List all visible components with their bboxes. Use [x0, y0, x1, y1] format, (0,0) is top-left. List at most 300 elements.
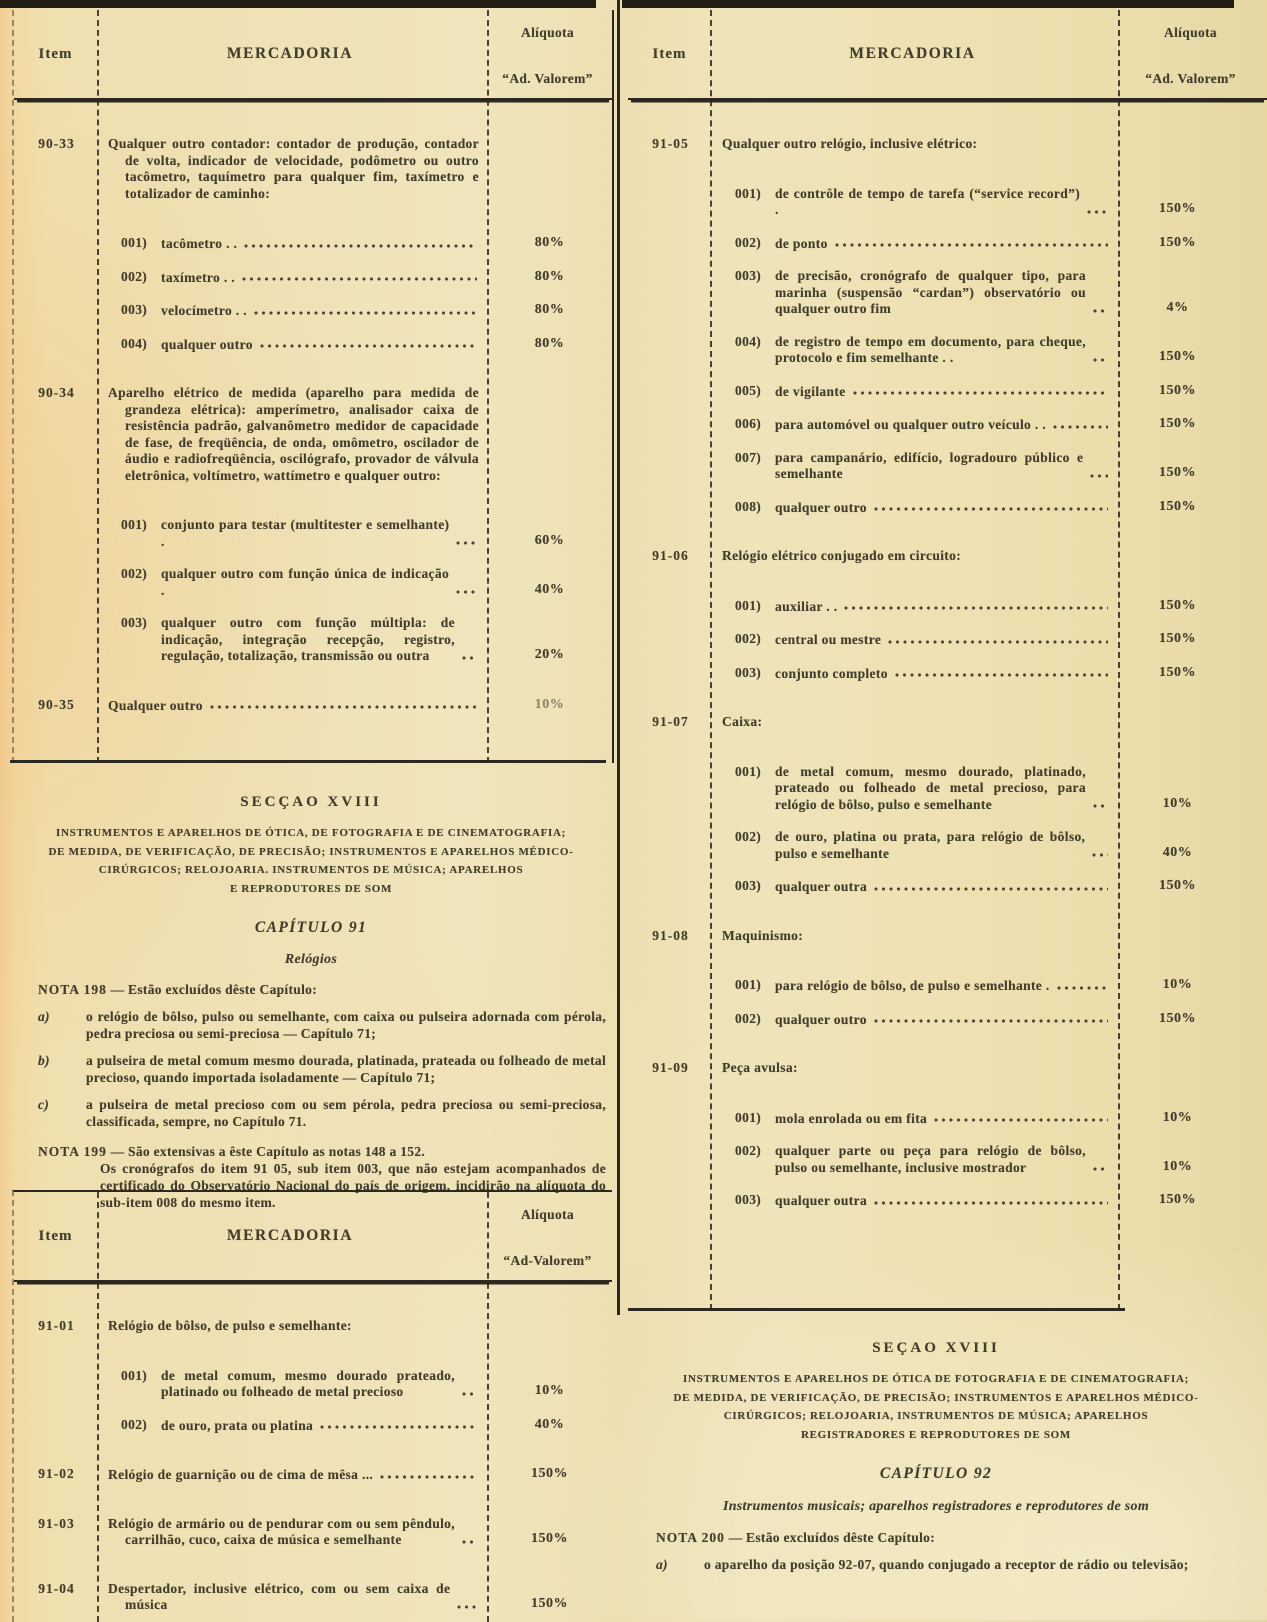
subitem-line	[711, 1143, 1118, 1176]
chapter-heading: CAPÍTULO 91	[254, 919, 368, 936]
item-code: 91-02	[38, 1466, 75, 1481]
section-subtitle-line: DE MEDIDA, DE VERIFICAÇÃO, DE PRECISÃO; INSTRUMENTOS E APARELHOS MÉDICO-	[48, 845, 574, 858]
leader-dots-icon	[1091, 849, 1108, 861]
subitem-text: conjunto para testar (multitester e semelhante) .	[161, 517, 450, 549]
entry-description-text: Qualquer outro contador: contador de produção, contador de volta, indicador de velocidade, podômetro ou outro tacômetro, taquímetro para qualquer fim, taxímetro e totalizador de caminho:	[108, 136, 479, 201]
header-aliquota-line1: Alíquota	[520, 1207, 575, 1222]
rate-value	[1118, 564, 1267, 565]
leader-dots-icon	[1052, 421, 1108, 433]
item-code: 90-34	[38, 385, 75, 400]
section-title: SECÇAO XVIII	[240, 794, 382, 810]
tariff-subitem-row	[14, 1368, 612, 1401]
leader-dots-icon	[456, 1601, 477, 1613]
header-aliquota	[483, 10, 612, 98]
leader-dots-icon	[894, 669, 1108, 681]
section-subtitle-line: CIRÚRGICOS; RELOJOARIA, INSTRUMENTOS DE MÚSICA; APARELHOS	[723, 1410, 1149, 1422]
tariff-subitem-row	[628, 1110, 1267, 1128]
subitem-text: auxiliar . .	[775, 598, 838, 614]
tariff-subitem-row	[628, 878, 1267, 896]
subitem-text: de ouro, prata ou platina	[161, 1417, 314, 1433]
subitem-code: 001)	[121, 235, 148, 250]
subitem-line	[97, 235, 487, 253]
subitem-line	[711, 383, 1118, 401]
section-subtitle	[630, 1370, 1242, 1444]
rate-value: 150%	[1159, 382, 1196, 398]
tariff-entry-row	[628, 714, 1267, 731]
tariff-subitem-row	[14, 615, 612, 665]
nota-label: NOTA 200	[656, 1529, 725, 1545]
header-item: Item	[652, 45, 687, 62]
item-code: 91-01	[38, 1318, 75, 1333]
header-item: Item	[38, 1227, 73, 1244]
subitem-code: 001)	[735, 597, 762, 613]
subitem-code: 007)	[735, 449, 762, 465]
subitem-line	[711, 1011, 1118, 1029]
tariff-subitem-row	[14, 302, 612, 320]
subitem-code: 001)	[735, 977, 762, 992]
leader-dots-icon	[461, 1388, 477, 1400]
leader-dots-icon	[1092, 305, 1108, 317]
entry-description	[97, 1466, 487, 1484]
rate-value: 150%	[1159, 234, 1196, 250]
entry-description-text: Relógio de armário ou de pendurar com ou sem pêndulo, carrilhão, cuco, caixa de música e semelhante	[108, 1515, 455, 1547]
subitem-code: 001)	[121, 1367, 148, 1383]
tariff-subitem-row	[628, 977, 1267, 995]
entry-description-text: Relógio de guarnição ou de cima de mêsa ...	[108, 1467, 374, 1482]
subitem-text: qualquer outro	[775, 1011, 867, 1027]
section-subtitle-line: E REPRODUTORES DE SOM	[229, 882, 393, 895]
tariff-subitem-row	[628, 334, 1267, 367]
section-subtitle-line: CIRÚRGICOS; RELOJOARIA. INSTRUMENTOS DE MÚSICA; APARELHOS	[98, 864, 524, 876]
tariff-subitem-row	[628, 764, 1267, 814]
rate-value: 150%	[531, 1596, 568, 1611]
nota-item-label: a)	[38, 1009, 50, 1024]
header-mercadoria: MERCADORIA	[226, 44, 354, 62]
rate-value: 10%	[534, 696, 565, 712]
rate-value: 40%	[534, 581, 565, 597]
entry-description	[97, 1318, 487, 1335]
rate-value: 80%	[534, 268, 565, 284]
item-code: 91-09	[652, 1060, 689, 1075]
leader-dots-icon	[461, 652, 477, 664]
nota-200	[630, 1529, 1242, 1546]
subitem-text: para automóvel ou qualquer outro veículo . .	[775, 417, 1047, 432]
subitem-line	[711, 1192, 1118, 1210]
subitem-line	[711, 631, 1118, 649]
rate-value: 150%	[1159, 498, 1196, 514]
leader-dots-icon	[1089, 470, 1108, 482]
tariff-subitem-row	[14, 566, 612, 599]
nota-label: NOTA 198	[38, 982, 107, 997]
subitem-text: de ouro, platina ou prata, para relógio de bôlso, pulso e semelhante	[775, 829, 1086, 861]
table-header	[14, 10, 612, 100]
leader-dots-icon	[1092, 800, 1108, 812]
entry-description	[711, 1060, 1118, 1077]
subitem-text: de ponto	[775, 235, 828, 251]
subitem-code: 002)	[735, 829, 762, 844]
header-aliquota-line1: Alíquota	[520, 25, 575, 40]
nota-item-text: o aparelho da posição 92-07, quando conjugado a receptor de rádio ou televisão;	[704, 1556, 1189, 1572]
header-mercadoria: MERCADORIA	[849, 44, 976, 62]
subitem-line	[97, 615, 487, 665]
subitem-code: 001)	[735, 763, 762, 779]
rate-value: 150%	[1159, 416, 1196, 431]
subitem-code: 001)	[735, 1109, 762, 1125]
header-aliquota	[1114, 10, 1267, 98]
subitem-text: central ou mestre	[775, 632, 882, 647]
leader-dots-icon	[933, 1114, 1108, 1126]
tariff-subitem-row	[628, 235, 1267, 253]
tariff-entry-row	[628, 548, 1267, 565]
rate-value: 4%	[1166, 300, 1189, 315]
entry-description-text: Peça avulsa:	[722, 1060, 798, 1075]
tariff-subitem-row	[628, 383, 1267, 401]
subitem-code: 002)	[121, 566, 148, 581]
nota-list-item	[12, 1009, 610, 1042]
tariff-subitem-row	[628, 1011, 1267, 1029]
subitem-line	[97, 517, 487, 550]
rate-value: 150%	[1159, 878, 1196, 893]
rate-value: 150%	[531, 1531, 568, 1546]
nota-item-label: b)	[38, 1053, 50, 1068]
nota-text: — Estão excluídos dêste Capítulo:	[110, 982, 317, 997]
item-code: 90-35	[38, 696, 75, 712]
nota-list-item	[12, 1097, 610, 1130]
leader-dots-icon	[852, 387, 1108, 399]
nota-item-text: o relógio de bôlso, pulso ou semelhante, com caixa ou pulseira adornada com pérola, pedra preciosa ou semi-preciosa — Capítulo 71;	[86, 1009, 606, 1041]
entry-description	[97, 136, 487, 202]
tariff-entry-row	[14, 1516, 612, 1549]
subitem-line	[711, 186, 1118, 219]
subitem-line	[711, 665, 1118, 683]
tariff-subitem-row	[628, 829, 1267, 862]
chapter-heading: CAPÍTULO 92	[879, 1465, 993, 1482]
tariff-subitem-row	[628, 450, 1267, 483]
subitem-code: 004)	[735, 333, 762, 349]
tariff-entry-row	[628, 136, 1267, 153]
leader-dots-icon	[455, 586, 477, 598]
rate-value: 150%	[1159, 1010, 1196, 1026]
entry-description	[97, 1516, 487, 1549]
tariff-subitem-row	[628, 268, 1267, 318]
leader-dots-icon	[379, 1471, 477, 1483]
tariff-entry-row	[628, 928, 1267, 945]
leader-dots-icon	[209, 701, 477, 713]
nota-list-item	[12, 1053, 610, 1086]
subitem-code: 002)	[735, 1010, 762, 1026]
tariff-subitem-row	[628, 186, 1267, 219]
header-aliquota	[483, 1192, 612, 1280]
leader-dots-icon	[1092, 1163, 1108, 1175]
subitem-code: 003)	[121, 615, 148, 630]
rate-value: 150%	[1159, 597, 1196, 613]
nota-item-text: a pulseira de metal comum mesmo dourada, platinada, prateada ou folheado de metal precioso, quando importada isoladamente — Capítulo 71;	[86, 1053, 606, 1085]
entry-description-text: Relógio de bôlso, de pulso e semelhante:	[108, 1318, 352, 1333]
subitem-line	[711, 598, 1118, 616]
entry-description	[711, 714, 1118, 731]
subitem-text: qualquer outro	[161, 336, 253, 352]
top-band-left	[0, 0, 596, 8]
subitem-line	[97, 269, 487, 287]
section-subtitle-line: INSTRUMENTOS E APARELHOS DE ÓTICA, DE FOTOGRAFIA E DE CINEMATOGRAFIA;	[56, 827, 566, 839]
rate-value: 80%	[534, 335, 565, 351]
subitem-line	[711, 416, 1118, 434]
nota-198	[12, 981, 610, 998]
subitem-line	[97, 1368, 487, 1401]
subitem-text: tacômetro . .	[161, 236, 238, 251]
entry-description-text: Qualquer outro	[108, 697, 203, 713]
rate-value	[1118, 730, 1267, 731]
entry-description	[711, 928, 1118, 945]
section-18-left	[12, 772, 610, 1211]
entry-description-text: Despertador, inclusive elétrico, com ou sem caixa de música	[108, 1580, 451, 1612]
header-item: Item	[38, 45, 73, 62]
tariff-entry-row	[628, 1060, 1267, 1077]
header-aliquota-line1: Alíquota	[1163, 25, 1218, 40]
nota-item-label: a)	[656, 1556, 668, 1572]
subitem-text: velocímetro . .	[161, 303, 247, 318]
rate-value: 60%	[534, 532, 565, 548]
entry-description	[711, 548, 1118, 565]
subitem-text: de precisão, cronógrafo de qualquer tipo, para marinha (suspensão “cardan”) observatório ou qualquer outro fim	[775, 268, 1086, 316]
leader-dots-icon	[873, 503, 1108, 515]
rate-value: 10%	[1162, 1109, 1193, 1125]
subitem-line	[97, 566, 487, 599]
rate-value: 10%	[1162, 795, 1193, 811]
leader-dots-icon	[253, 307, 477, 319]
header-aliquota-line2: “Ad. Valorem”	[1145, 70, 1236, 86]
tariff-subitem-row	[628, 1192, 1267, 1210]
rate-value	[487, 483, 612, 484]
entry-description	[97, 1581, 487, 1614]
nota-text: — São extensivas a êste Capítulo as notas 148 a 152.	[110, 1144, 426, 1159]
subitem-code: 003)	[735, 268, 762, 283]
subitem-text: qualquer parte ou peça para relógio de bôlso, pulso ou semelhante, inclusive mostrador	[775, 1143, 1086, 1175]
chapter-subject: Instrumentos musicais; aparelhos registradores e reprodutores de som	[722, 1499, 1150, 1514]
entry-description-text: Caixa:	[722, 714, 763, 729]
nota-item-label: c)	[38, 1097, 50, 1112]
subitem-code: 003)	[735, 878, 762, 893]
rate-value: 150%	[1159, 201, 1196, 216]
tariff-entry-row	[14, 1318, 612, 1335]
item-code: 91-05	[652, 136, 689, 151]
subitem-code: 004)	[121, 335, 148, 351]
tariff-table-right	[628, 10, 1267, 1310]
section-subtitle-line: INSTRUMENTOS E APARELHOS DE ÓTICA DE FOTOGRAFIA E DE CINEMATOGRAFIA;	[683, 1373, 1189, 1385]
item-code: 91-07	[652, 714, 689, 729]
nota-199	[12, 1143, 610, 1160]
entry-description-text: Maquinismo:	[722, 927, 804, 943]
subitem-code: 002)	[121, 1416, 148, 1432]
entry-description	[711, 136, 1118, 153]
tariff-entry-row	[14, 697, 612, 715]
leader-dots-icon	[243, 240, 477, 252]
nota-item-text: a pulseira de metal precioso com ou sem pérola, pedra preciosa ou semi-preciosa, classificada, sempre, no Capítulo 71.	[86, 1097, 606, 1129]
tariff-subitem-row	[628, 665, 1267, 683]
tariff-entry-row	[14, 136, 612, 202]
table-body	[14, 1318, 612, 1614]
tariff-subitem-row	[14, 235, 612, 253]
tariff-table-left-bottom	[12, 1190, 612, 1622]
rate-value: 150%	[1159, 1192, 1196, 1207]
tariff-entry-row	[14, 1466, 612, 1484]
tariff-subitem-row	[628, 631, 1267, 649]
nota-items	[12, 1009, 610, 1130]
item-code: 91-04	[38, 1580, 75, 1596]
rate-value: 10%	[1162, 977, 1193, 992]
subitem-line	[711, 268, 1118, 318]
rate-value: 150%	[531, 1466, 568, 1481]
section-subtitle-line: DE MEDIDA, DE VERIFICAÇÃO, DE PRECISÃO; INSTRUMENTOS E APARELHOS MÉDICO-	[673, 1391, 1199, 1404]
nota-items	[630, 1557, 1242, 1574]
nota-list-item	[630, 1557, 1242, 1574]
subitem-code: 008)	[735, 498, 762, 514]
subitem-code: 003)	[735, 1192, 762, 1207]
subitem-line	[711, 450, 1118, 483]
subitem-code: 001)	[121, 517, 148, 532]
rate-value: 150%	[1159, 664, 1196, 680]
entry-description-text: Relógio elétrico conjugado em circuito:	[722, 548, 962, 563]
rate-value: 40%	[534, 1416, 565, 1432]
subitem-line	[711, 235, 1118, 253]
tariff-subitem-row	[628, 598, 1267, 616]
tariff-table-left-top	[12, 10, 614, 763]
table-body	[14, 136, 612, 714]
subitem-line	[97, 302, 487, 320]
subitem-line	[711, 764, 1118, 814]
leader-dots-icon	[319, 1421, 477, 1433]
rate-value	[1118, 1076, 1267, 1077]
table-header	[14, 1192, 612, 1282]
header-aliquota-line2: “Ad-Valorem”	[503, 1252, 592, 1268]
subitem-text: qualquer outra	[775, 879, 868, 894]
subitem-line	[97, 336, 487, 354]
subitem-text: para relógio de bôlso, de pulso e semelhante .	[775, 978, 1050, 993]
subitem-code: 003)	[735, 664, 762, 680]
section-title: SEÇAO XVIII	[872, 1340, 1000, 1356]
leader-dots-icon	[887, 636, 1108, 648]
entry-description-text: Aparelho elétrico de medida (aparelho para medida de grandeza elétrica): amperímetro, analisador caixa de resistência padrão, galvanômetro medidor de capacidade de fase, de freqüência, de onda, omômetro, oscilador de áudio e radiofreqüência, oscilógrafo, provador de válvula eletrônica, voltímetro, wattímetro e qualquer outro:	[108, 385, 479, 483]
entry-description	[97, 385, 487, 484]
tariff-entry-row	[14, 1581, 612, 1614]
rate-value	[487, 1334, 612, 1335]
leader-dots-icon	[1086, 206, 1108, 218]
entry-description	[97, 697, 487, 715]
subitem-line	[711, 334, 1118, 367]
subitem-line	[711, 878, 1118, 896]
section-18-right	[630, 1318, 1242, 1573]
subitem-text: conjunto completo	[775, 665, 888, 681]
nota-text: — Estão excluídos dêste Capítulo:	[728, 1529, 935, 1545]
item-code: 90-33	[38, 136, 75, 151]
subitem-text: qualquer outro	[775, 499, 867, 515]
table-header	[628, 10, 1267, 100]
subitem-text: qualquer outra	[775, 1193, 868, 1208]
subitem-text: qualquer outro com função única de indicação .	[161, 566, 450, 598]
item-code: 91-06	[652, 548, 689, 563]
tariff-subitem-row	[628, 1143, 1267, 1176]
rate-value: 80%	[534, 235, 565, 250]
rate-value: 10%	[534, 1383, 565, 1398]
rate-value	[1118, 152, 1267, 153]
header-mercadoria: MERCADORIA	[226, 1226, 354, 1244]
subitem-code: 002)	[735, 1143, 762, 1158]
top-band-right	[622, 0, 1234, 8]
leader-dots-icon	[873, 1197, 1108, 1209]
subitem-text: de metal comum, mesmo dourado prateado, platinado ou folheado de metal precioso	[161, 1367, 455, 1399]
leader-dots-icon	[843, 602, 1108, 614]
rate-value	[487, 201, 612, 202]
leader-dots-icon	[455, 537, 477, 549]
subitem-text: de contrôle de tempo de tarefa (“service record”) .	[775, 185, 1081, 217]
entry-description-text: Qualquer outro relógio, inclusive elétrico:	[722, 136, 978, 151]
tariff-subitem-row	[14, 336, 612, 354]
subitem-code: 003)	[121, 302, 148, 317]
rate-value: 40%	[1162, 844, 1193, 860]
rate-value: 10%	[1162, 1158, 1193, 1174]
subitem-text: taxímetro . .	[161, 269, 236, 285]
item-code: 91-08	[652, 927, 689, 943]
tariff-subitem-row	[628, 499, 1267, 517]
subitem-text: de metal comum, mesmo dourado, platinado, prateado ou folheado de metal precioso, para relógio de bôlso, pulso e semelhante	[775, 763, 1086, 812]
table-body	[628, 136, 1267, 1210]
section-subtitle-line: REGISTRADORES E REPRODUTORES DE SOM	[800, 1428, 1071, 1441]
column-divider-rule	[617, 0, 620, 1315]
rate-value: 20%	[534, 647, 565, 662]
tariff-subitem-row	[14, 1417, 612, 1435]
leader-dots-icon	[873, 1015, 1108, 1027]
tariff-entry-row	[14, 385, 612, 484]
leader-dots-icon	[1056, 982, 1108, 994]
subitem-text: mola enrolada ou em fita	[775, 1110, 928, 1126]
tariff-subitem-row	[628, 416, 1267, 434]
chapter-subject: Relógios	[284, 952, 338, 967]
subitem-text: de vigilante	[775, 383, 846, 399]
rate-value: 150%	[1159, 631, 1196, 646]
tariff-subitem-row	[14, 517, 612, 550]
leader-dots-icon	[241, 273, 477, 285]
nota-label: NOTA 199	[38, 1144, 107, 1159]
subitem-code: 002)	[735, 631, 762, 646]
subitem-line	[711, 499, 1118, 517]
rate-value: 150%	[1159, 465, 1196, 480]
section-subtitle	[12, 824, 610, 898]
tariff-subitem-row	[14, 269, 612, 287]
leader-dots-icon	[834, 239, 1108, 251]
subitem-code: 002)	[121, 268, 148, 284]
subitem-line	[97, 1417, 487, 1435]
leader-dots-icon	[461, 1536, 477, 1548]
subitem-text: qualquer outro com função múltipla: de indicação, integração recepção, registro, regulação, totalização, transmissão ou outra	[161, 615, 455, 663]
subitem-text: para campanário, edifício, logradouro público e semelhante	[775, 449, 1084, 481]
leader-dots-icon	[1092, 354, 1108, 366]
subitem-line	[711, 829, 1118, 862]
rate-value: 150%	[1159, 349, 1196, 364]
header-aliquota-line2: “Ad. Valorem”	[502, 70, 593, 86]
leader-dots-icon	[873, 883, 1108, 895]
subitem-line	[711, 1110, 1118, 1128]
subitem-code: 001)	[735, 185, 762, 201]
item-code: 91-03	[38, 1515, 75, 1531]
rate-value	[1118, 943, 1267, 944]
subitem-code: 006)	[735, 416, 762, 431]
subitem-code: 005)	[735, 382, 762, 398]
leader-dots-icon	[259, 340, 477, 352]
subitem-text: de registro de tempo em documento, para cheque, protocolo e fim semelhante . .	[775, 333, 1086, 365]
rate-value: 80%	[534, 302, 565, 317]
nota-199-body: Os cronógrafos do item 91 05, sub item 003, que não estejam acompanhados de certificado do Observatório Nacional do país de origem, incidirão na alíquota do sub-item 008 do mesmo item.	[100, 1161, 606, 1210]
subitem-line	[711, 977, 1118, 995]
